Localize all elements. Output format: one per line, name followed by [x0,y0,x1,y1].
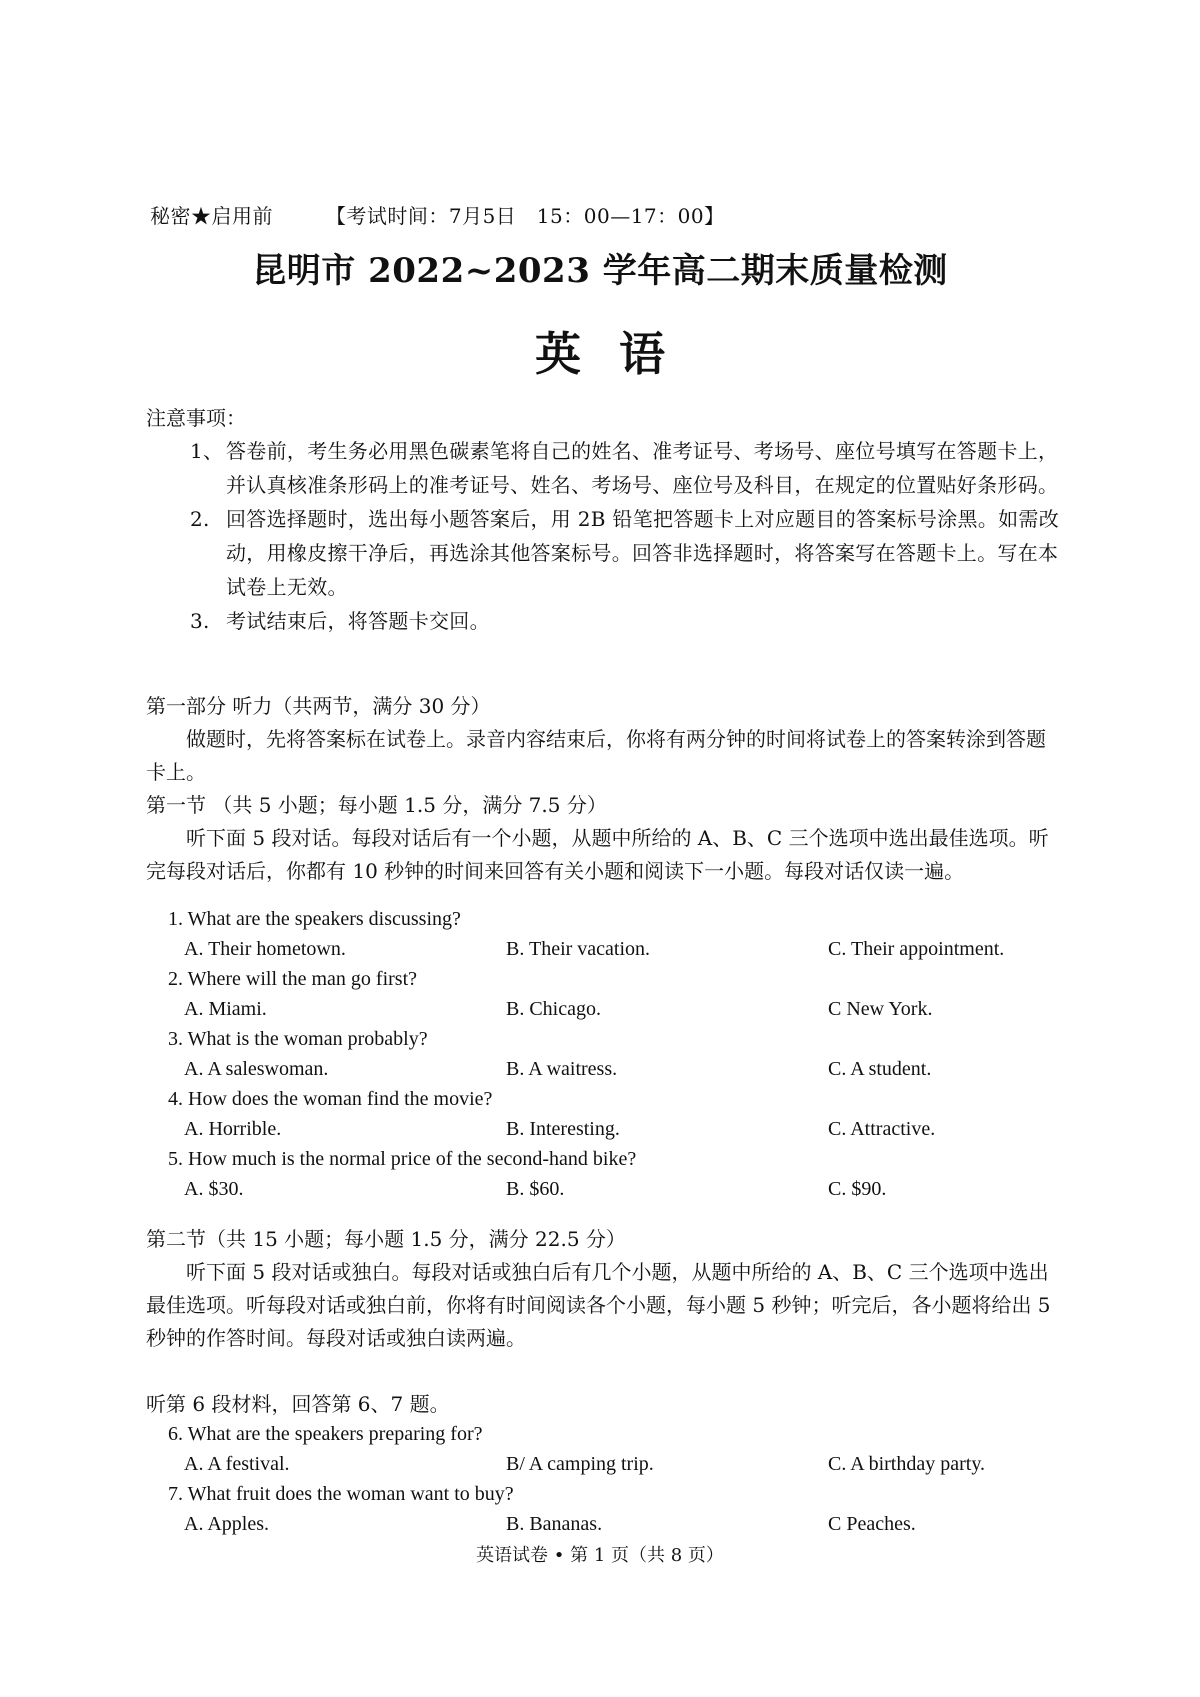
option-c: C. A birthday party. [828,1453,986,1475]
question-stem: 6. What are the speakers preparing for? [168,1423,483,1445]
option-c: C New York. [828,998,933,1020]
part1-intro: 做题时，先将答案标在试卷上。录音内容结束后，你将有两分钟的时间将试卷上的答案转涂到答题卡上。 [146,727,1046,784]
section2-block [146,1223,1064,1355]
section1-intro: 听下面 5 段对话。每段对话后有一个小题，从题中所给的 A、B、C 三个选项中选出最佳选项。听完每段对话后，你都有 10 秒钟的时间来回答有关小题和阅读下一小题。每段对话仅读一遍。 [146,826,1049,883]
option-a: A. A saleswoman. [184,1058,329,1080]
notice-item [190,434,1070,502]
section1-title: 第一节 （共 5 小题；每小题 1.5 分，满分 7.5 分） [146,793,607,817]
option-a: A. Horrible. [184,1118,282,1140]
question-stem: 7. What fruit does the woman want to buy? [168,1483,514,1505]
material6-instruction: 听第 6 段材料，回答第 6、7 题。 [146,1392,450,1416]
section2-questions [168,1419,1068,1539]
notice-title: 注意事项： [146,406,246,430]
question-stem: 3. What is the woman probably? [168,1028,428,1050]
exam-title: 昆明市 2022~2023 学年高二期末质量检测 [252,251,948,291]
part1-block [146,690,1064,888]
option-b: B. Interesting. [506,1118,620,1140]
question [168,1419,1068,1479]
option-c: C. $90. [828,1178,887,1200]
page-footer: 英语试卷 • 第 1 页（共 8 页） [476,1545,724,1566]
notice-item-number: 3. [190,609,210,633]
option-c: C Peaches. [828,1513,916,1535]
option-c: C. Attractive. [828,1118,936,1140]
option-b: B. A waitress. [506,1058,618,1080]
question-stem: 1. What are the speakers discussing? [168,908,461,930]
question [168,1144,1068,1204]
option-b: B. Their vacation. [506,938,651,960]
part1-title: 第一部分 听力（共两节，满分 30 分） [146,694,491,718]
notice-item-text: 回答选择题时，选出每小题答案后，用 2B 铅笔把答题卡上对应题目的答案标号涂黑。如需改动，用橡皮擦干净后，再选涂其他答案标号。回答非选择题时，将答案写在答题卡上。写在本试卷上无效。 [226,507,1060,599]
notice-item-number: 1、 [190,439,224,463]
option-c: C. Their appointment. [828,938,1005,960]
option-c: C. A student. [828,1058,932,1080]
question [168,904,1068,964]
question-options [168,934,1068,964]
notice-item-number: 2. [190,507,210,531]
section2-intro: 听下面 5 段对话或独白。每段对话或独白后有几个小题，从题中所给的 A、B、C 三个选项中选出最佳选项。听每段对话或独白前，你将有时间阅读各个小题，每小题 5 秒钟；听完后，各小题将给出 5 秒钟的作答时间。每段对话或独白读两遍。 [146,1260,1051,1350]
question [168,1084,1068,1144]
question-options [168,1509,1068,1539]
option-b: B. $60. [506,1178,565,1200]
notice-item-text: 考试结束后，将答题卡交回。 [226,609,490,633]
exam-time: 【考试时间：7月5日 15：00—17：00】 [325,204,725,228]
question-stem: 4. How does the woman find the movie? [168,1088,493,1110]
option-a: A. $30. [184,1178,244,1200]
subject-title: 英语 [535,327,703,381]
header-line [150,200,725,229]
option-b: B/ A camping trip. [506,1453,654,1475]
question-options [168,1174,1068,1204]
question [168,964,1068,1024]
question-options [168,1054,1068,1084]
confidential-label: 秘密★启用前 [150,204,273,228]
notice-item [190,604,1070,638]
option-a: A. Apples. [184,1513,269,1535]
question [168,1024,1068,1084]
section1-questions [168,904,1068,1204]
option-a: A. Their hometown. [184,938,346,960]
question-options [168,1449,1068,1479]
question [168,1479,1068,1539]
question-options [168,994,1068,1024]
notice-item-text: 答卷前，考生务必用黑色碳素笔将自己的姓名、准考证号、考场号、座位号填写在答题卡上，并认真核准条形码上的准考证号、姓名、考场号、座位号及科目，在规定的位置贴好条形码。 [226,439,1059,497]
option-b: B. Chicago. [506,998,601,1020]
question-options [168,1114,1068,1144]
option-a: A. Miami. [184,998,267,1020]
notice-item [190,502,1070,604]
notice-list [190,434,1070,638]
option-b: B. Bananas. [506,1513,603,1535]
option-a: A. A festival. [184,1453,290,1475]
section2-title: 第二节（共 15 小题；每小题 1.5 分，满分 22.5 分） [146,1227,626,1251]
question-stem: 5. How much is the normal price of the second-hand bike? [168,1148,637,1170]
question-stem: 2. Where will the man go first? [168,968,418,990]
